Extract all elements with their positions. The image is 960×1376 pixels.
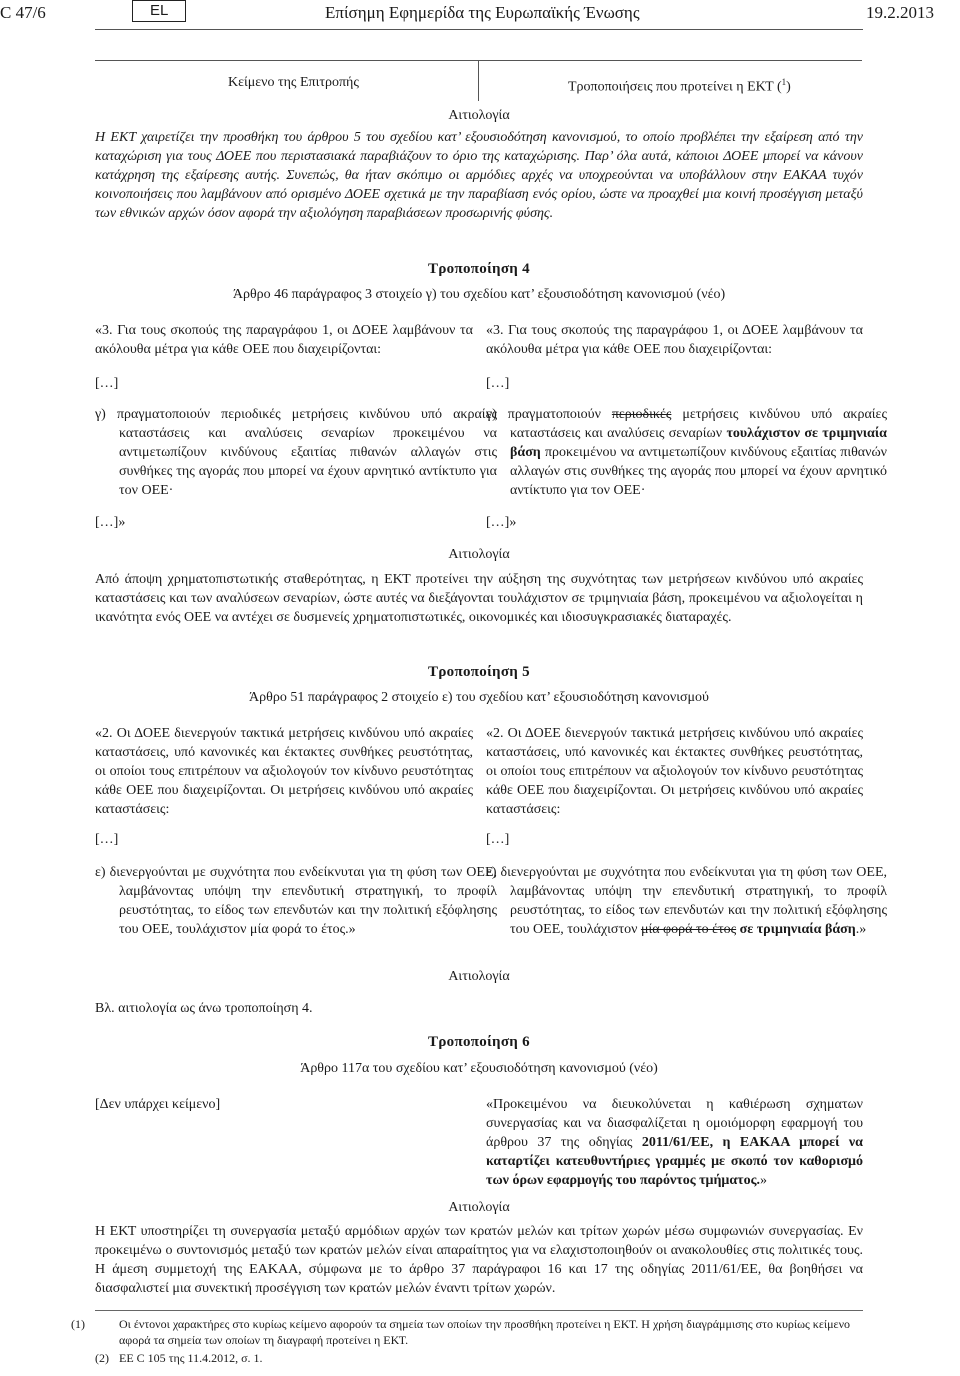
- a6-left-text: [Δεν υπάρχει κείμενο]: [95, 1097, 221, 1112]
- justification-heading: Αιτιολογία: [448, 547, 510, 562]
- justification-heading: Αιτιολογία: [448, 1200, 510, 1215]
- justification-text-4: Η ΕΚΤ υποστηρίζει τη συνεργασία μεταξύ αρμόδιων αρχών των κρατών μελών και τρίτων χωρών μέσω συμφωνιών συνεργασίας. Εν προκειμένω ο συντονισμός μεταξύ των κρατών μελών είναι απαραίτητος για να ελαχιστοποιηθούν οι ανακολουθίες στις πολιτικές τους. Η άμεση συμμετοχή της ΕΑΚΑΑ, σύμφωνα με το άρθρο 37 παράγραφοι 16 και 17 της οδηγίας 2011/61/ΕΕ, θα βοηθήσει να διασφαλιστεί μια συνεκτική προσέγγιση των κρατών μελών έναντι τρίτων χωρών.: [95, 1224, 863, 1296]
- amendment-4-subtitle: Άρθρο 46 παράγραφος 3 στοιχείο γ) του σχεδίου κατ’ εξουσιοδότηση κανονισμού (νέο): [232, 287, 726, 302]
- footnote-1: (1) Οι έντονοι χαρακτήρες στο κυρίως κείμενο αφορούν τα σημεία των οποίων την προσθήκη προτείνει η ΕΚΤ. Η χρήση διαγράμμισης στο κυρίως κείμενο αφορά τα σημεία των οποίων τη διαγραφή προτείνει η ΕΚΤ.: [71, 1317, 851, 1347]
- column-divider: [478, 61, 479, 101]
- header-rule: [95, 29, 863, 30]
- a5-left-ellipsis: […]: [95, 832, 119, 847]
- justification-heading: Αιτιολογία: [448, 969, 510, 984]
- amendment-5-title: Τροποποίηση 5: [428, 664, 530, 680]
- journal-title: Επίσημη Εφημερίδα της Ευρωπαϊκής Ένωσης: [325, 3, 640, 22]
- amendment-6-subtitle: Άρθρο 117α του σχεδίου κατ’ εξουσιοδότηση κανονισμού (νέο): [300, 1061, 658, 1076]
- a4-right-ellipsis: […]: [486, 376, 510, 391]
- header-date: 19.2.2013: [866, 3, 934, 22]
- footnote-rule: [95, 1310, 863, 1311]
- a4-left-point-g: γ) πραγματοποιούν περιοδικές μετρήσεις κινδύνου υπό ακραίες καταστάσεις και αναλύσεις σεναρίων προκειμένου να αντιμετωπίζουν κινδύνους εξαιτίας πιθανών αλλαγών στις συνθήκες της αγοράς που μπορεί να έχουν αρνητικό αντίκτυπο για τον ΟΕΕ·: [95, 407, 497, 498]
- justification-text-3: Βλ. αιτιολογία ως άνω τροποποίηση 4.: [95, 1001, 313, 1016]
- a5-right-point-e: ε) διενεργούνται με συχνότητα που ενδείκνυται για τη φύση των ΟΕΕ, λαμβάνοντας υπόψη την επενδυτική στρατηγική, το προφίλ ρευστότητας, το είδος των επενδυτών και την πολιτική εξόφλησης του ΟΕΕ, τουλάχιστον μία φορά το έτος σε τριμηνιαία βάση.»: [486, 865, 887, 937]
- a6-right-text: «Προκειμένου να διευκολύνεται η καθιέρωση σχηματων συνεργασίας και να διασφαλίζεται η ομοιόμορφη εφαρμογή του άρθρου 37 της οδηγίας 2011/61/ΕΕ, η ΕΑΚΑΑ μπορεί να καταρτίζει κατευθυντήριες γραμμές με σκοπό τον καθορισμό των όρων εφαρμογής του παρόντος τμήματος.»: [486, 1097, 863, 1188]
- footnote-2: (2) ΕΕ C 105 της 11.4.2012, σ. 1.: [95, 1351, 263, 1365]
- a5-right-ellipsis: […]: [486, 832, 510, 847]
- page-ref: C 47/6: [0, 3, 46, 22]
- journal-header: [0, 3, 960, 25]
- amendment-6-title: Τροποποίηση 6: [428, 1034, 530, 1050]
- a4-right-end: […]»: [486, 515, 517, 530]
- a4-left-ellipsis: […]: [95, 376, 119, 391]
- right-column-heading: Τροποποιήσεις που προτείνει η ΕΚΤ ($^1$): [568, 77, 791, 95]
- a5-left-intro: «2. Οι ΔΟΕΕ διενεργούν τακτικά μετρήσεις κινδύνου υπό ακραίες καταστάσεις, υπό κανονικές και έκτακτες συνθήκες ρευστότητας, οι οποίοι τους επιτρέπουν να αξιολογούν τον κίνδυνο ρευστότητας κάθε ΟΕΕ που διαχειρίζονται. Οι μετρήσεις κινδύνου υπό ακραίες καταστάσεις:: [95, 726, 473, 817]
- amendment-4-title: Τροποποίηση 4: [428, 261, 530, 277]
- a4-left-end: […]»: [95, 515, 126, 530]
- a4-right-intro: «3. Για τους σκοπούς της παραγράφου 1, οι ΔΟΕΕ λαμβάνουν τα ακόλουθα μέτρα για κάθε ΟΕΕ που διαχειρίζονται:: [486, 323, 863, 357]
- left-column-heading: Κείμενο της Επιτροπής: [228, 75, 359, 90]
- justification-text-2: Από άποψη χρηματοπιστωτικής σταθερότητας, η ΕΚΤ προτείνει την αύξηση της συχνότητας των μετρήσεων κινδύνου υπό ακραίες καταστάσεις και των αναλύσεων σεναρίων, ώστε αυτές να διεξάγονται τουλάχιστον σε τριμηνιαία βάση, προκειμένου να αξιολογείται η ικανότητα ενός ΟΕΕ να αντέχει σε δυσμενείς χρηματοπιστωτικές, οικονομικές και ιδιοσυγκρασιακές διαταραχές.: [95, 572, 863, 625]
- a5-right-intro: «2. Οι ΔΟΕΕ διενεργούν τακτικά μετρήσεις κινδύνου υπό ακραίες καταστάσεις, υπό κανονικές και έκτακτες συνθήκες ρευστότητας, οι οποίοι τους επιτρέπουν να αξιολογούν τον κίνδυνο ρευστότητας κάθε ΟΕΕ που διαχειρίζονται. Οι μετρήσεις κινδύνου υπό ακραίες καταστάσεις:: [486, 726, 863, 817]
- a5-left-point-e: ε) διενεργούνται με συχνότητα που ενδείκνυται για τη φύση των ΟΕΕ, λαμβάνοντας υπόψη την επενδυτική στρατηγική, το προφίλ ρευστότητας, το είδος των επενδυτών και την πολιτική εξόφλησης του ΟΕΕ, τουλάχιστον μία φορά το έτος.»: [95, 865, 497, 937]
- a4-left-intro: «3. Για τους σκοπούς της παραγράφου 1, οι ΔΟΕΕ λαμβάνουν τα ακόλουθα μέτρα για κάθε ΟΕΕ που διαχειρίζονται:: [95, 323, 473, 357]
- language-badge: EL: [132, 0, 186, 22]
- justification-heading: Αιτιολογία: [448, 108, 510, 123]
- justification-text-1: Η ΕΚΤ χαιρετίζει την προσθήκη του άρθρου 5 του σχεδίου κατ’ εξουσιοδότηση κανονισμού, το οποίο προβλέπει την εξαίρεση από την καταχώριση για τους ΔΟΕΕ που περιστασιακά παραβιάζουν το όριο της καταχώρισης. Παρ’ όλα αυτά, κάποιοι ΔΟΕΕ μπορεί να κάνουν κατάχρηση της εξαίρεσης αυτής. Συνεπώς, θα ήταν σκόπιμο οι αρμόδιες αρχές να υποχρεούνται να υποβάλλουν στην ΕΑΚΑΑ τυχόν κοινοποιήσεις που λαμβάνουν από ορισμένο ΔΟΕΕ σχετικά με την παραβίαση ενός ορίου, ώστε να προαχθεί μια κοινή προσέγγιση μεταξύ των εθνικών αρχών όσον αφορά την αξιολόγηση παραβιάσεων προσωρινής φύσης.: [95, 130, 863, 221]
- a4-right-point-g: γ) πραγματοποιούν περιοδικές μετρήσεις κινδύνου υπό ακραίες καταστάσεις και αναλύσεις σεναρίων τουλάχιστον σε τριμηνιαία βάση προκειμένου να αντιμετωπίζουν κινδύνους εξαιτίας πιθανών αλλαγών στις συνθήκες της αγοράς που μπορεί να έχουν αρνητικό αντίκτυπο για τον ΟΕΕ·: [486, 407, 887, 498]
- amendment-5-subtitle: Άρθρο 51 παράγραφος 2 στοιχείο ε) του σχεδίου κατ’ εξουσιοδότηση κανονισμού: [249, 690, 709, 705]
